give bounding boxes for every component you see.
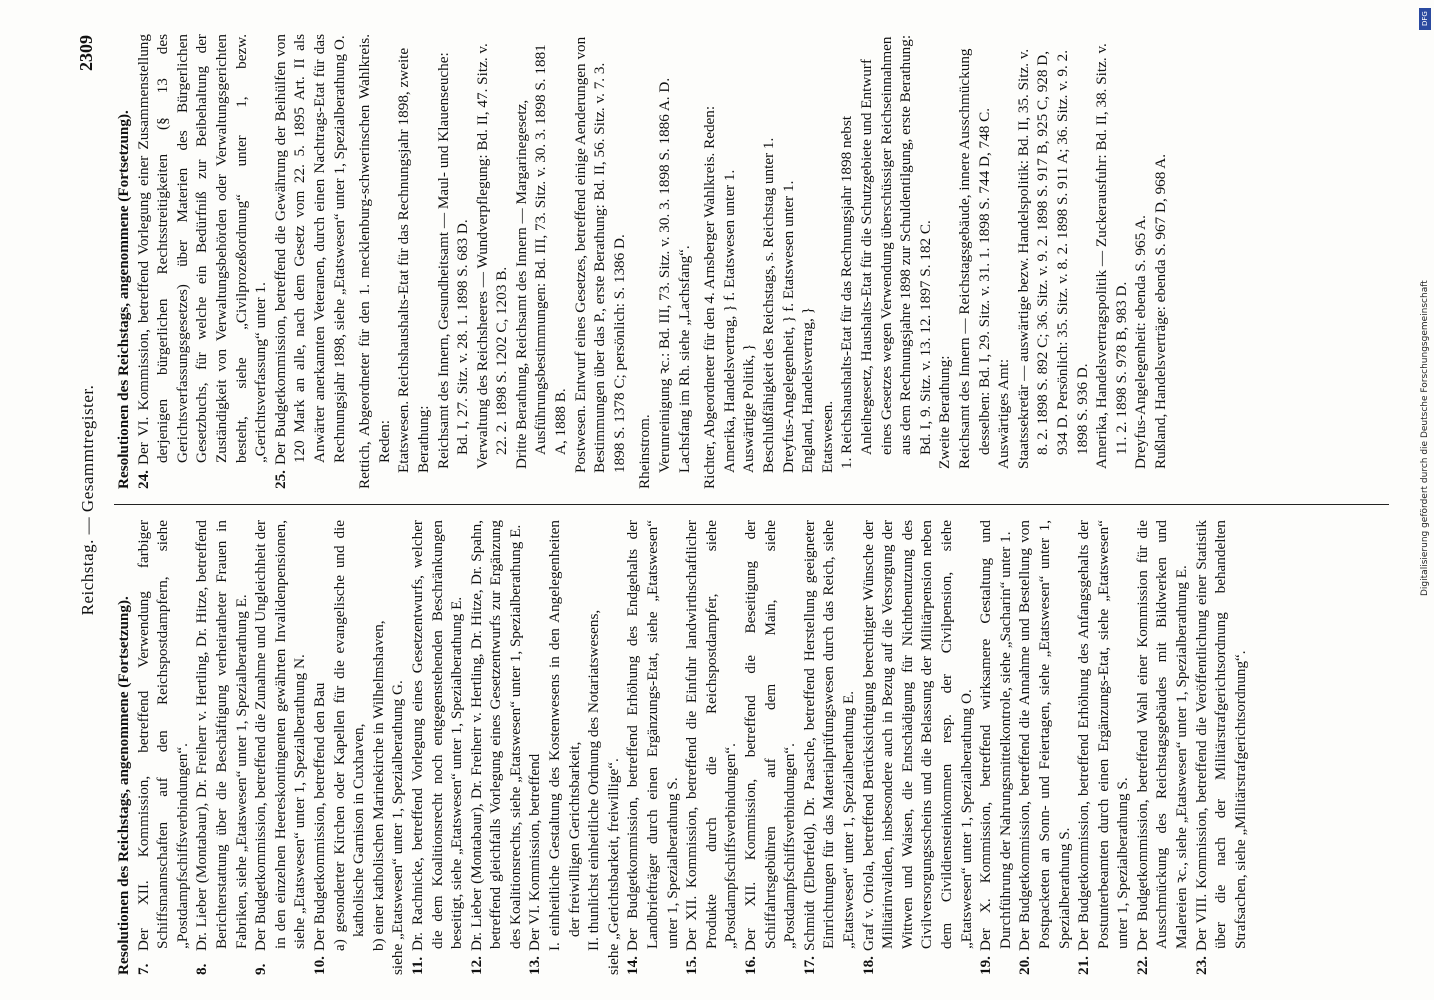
sub-entry: Postwesen. Entwurf eines Gesetzes, betreffend einige Aenderungen von Bestimmungen über das P., erste Berathung: Bd. II, 56. Sitz. v. 7. 3. 1898 S. 1378 C; persönlich: S. 1386 D.	[571, 36, 628, 473]
entry-number: 18.	[859, 956, 877, 975]
column-title: Resolutionen des Reichstags, angenommene (Fortsetzung).	[115, 110, 132, 489]
dfg-logo: DFG	[1419, 8, 1431, 30]
entry-number: 9.	[252, 963, 270, 975]
sub-entry: Lachsfang im Rh. siehe „Lachsfang“.	[675, 245, 693, 473]
entry-text: Der Budgetkommission, betreffend die Gewährung der Beihülfen von 120 Mark an alle, nach dem Gesetz vom 22. 5. 1895 Art. II als Anwärter anerkannten Veteranen, durch einen Nachtrags-Etat für das Rechnungsjahr 1898, siehe „Etatswesen“ unter 1, Spezialberathung O.	[271, 34, 348, 465]
keyword-entry: Richter, Abgeordneter für den 4. Arnsberger Wahlkreis. Reden:	[701, 105, 719, 489]
register-entry	[467, 520, 526, 975]
sub-entry: Amerika, Handelsvertrag, } f. Etatswesen unter 1.	[720, 169, 738, 473]
keyword-entry: Rheinstrom.	[636, 414, 654, 489]
entry-text: Der VIII. Kommission, betreffend die Veröffentlichung einer Statistik über die nach der Militärstrafgerichtsordnung behandelten Strafsachen, siehe „Militärstrafgerichtsordnung“.	[1192, 520, 1249, 951]
register-entry	[1074, 520, 1133, 975]
register-entry	[134, 34, 271, 489]
entry-number: 17.	[800, 956, 818, 975]
register-entry	[741, 520, 800, 975]
entry-text: Der XII. Kommission, betreffend Verwendung farbiger Schiffsmannschaften auf den Reichspostdampfern, siehe „Postdampfschiffsverbindungen“.	[134, 520, 191, 951]
header-title: Reichstag. — Gesammtregister.	[78, 384, 97, 616]
entry-text: Graf v. Oriola, betreffend Berücksichtigung berechtigter Wünsche der Militärinvaliden, insbesondere auch in Bezug auf die Versorgung der Wittwen und Waisen, die Entschädigung für Nichtbenutzung des Civilversorgungsscheins und die Belassung der Militärpension neben dem Civildiensteinkommen resp. der Civilpension, siehe „Etatswesen“ unter 1, Spezialberathung O.	[859, 520, 975, 951]
register-entry	[134, 520, 193, 975]
entry-number: 7.	[134, 963, 152, 975]
sub-entry: Staatssekretär — auswärtige bezw. Handelspolitik: Bd. II, 35. Sitz. v. 8. 2. 1898 S. 892 C; 36. Sitz. v. 9. 2. 1898 S. 917 B, 925 C, 928 D, 934 D. Persönlich: 35. Sitz. v. 8. 2. 1898 S. 911 A; 36. Sitz. v. 9. 2. 1898 S. 936 D.	[1014, 48, 1091, 469]
register-entry	[800, 520, 859, 975]
entry-text: Dr. Lieber (Montabaur), Dr. Freiherr v. Hertling, Dr. Hitze, betreffend Berichterstattung über die Beschäftigung verheiratheter Frauen in Fabriken, siehe „Etatswesen“ unter 1, Spezialberathung E.	[193, 520, 250, 951]
entry-text: Der XII. Kommission, betreffend die Einfuhr landwirthschaftlicher Produkte durch die Reichspostdampfer, siehe „Postdampfschiffsverbindungen“.	[683, 520, 740, 951]
sub-entry: Dreyfus-Angelegenheit: ebenda S. 965 A.	[1132, 215, 1150, 469]
sub-entry: 1. Reichshaushalts-Etat für das Rechnungsjahr 1898 nebst Anleihegesetz, Haushalts-Etat für die Schutzgebiete und Entwurf eines Gesetzes wegen Verwendung überschüssiger Reichseinnahmen aus dem Rechnungsjahre 1898 zur Schuldentilgung, erste Berathung: Bd. I, 9. Sitz. v. 13. 12. 1897 S. 182 C.	[838, 34, 934, 469]
register-entry	[976, 520, 1015, 975]
sub-entry: Verunreinigung ꝛc.: Bd. III, 73. Sitz. v. 30. 3. 1898 S. 1886 A. D.	[656, 77, 674, 473]
sub-entry: Dreyfus-Angelegenheit, } f. Etatswesen unter 1.	[779, 180, 797, 473]
entry-text: siehe „Etatswesen“ unter 1, Spezialberathung G.	[389, 680, 407, 975]
register-blocks	[355, 34, 1170, 489]
entry-text: Der Budgetkommission, betreffend Erhöhung des Endgehalts der Landbriefträger durch einen Ergänzungs-Etat, siehe „Etatswesen“ unter 1, Spezialberathung S.	[624, 520, 681, 951]
entry-text: Dr. Lieber (Montabaur), Dr. Freiherr v. Hertling, Dr. Hitze, Dr. Spahn, betreffend gleichfalls Vorlegung eines Gesetzentwurfs zur Ergänzung des Koalitionsrechts, siehe „Etatswesen“ unter 1, Spezialberathung E.	[467, 520, 524, 951]
entry-number: 8.	[193, 963, 211, 975]
entry-text: b) einer katholischen Marinekirche in Wilhelmshaven,	[369, 620, 387, 951]
left-column	[114, 520, 1394, 975]
register-entry	[1192, 520, 1251, 975]
sub-entry: Reichsamt des Innern — Reichstagsgebäude, innere Ausschmückung desselben: Bd. I, 29. Sitz. v. 31. 1. 1898 S. 744 D, 748 C.	[955, 48, 993, 469]
entry-number: 11.	[408, 956, 426, 975]
entry-number: 16.	[742, 956, 759, 975]
entry-text: Schmidt (Elberfeld), Dr. Paasche, betreffend Herstellung geeigneter Einrichtungen für das Materialprüfungswesen durch das Reich, siehe „Etatswesen“ unter 1, Spezialberathung E.	[800, 520, 857, 951]
page-number: 2309	[76, 35, 96, 71]
register-entry	[271, 34, 349, 489]
digitization-sidebar	[1418, 0, 1432, 1000]
funding-note: Digitalisierung gefördert durch die Deutsche Forschungsgemeinschaft	[1420, 280, 1430, 596]
register-entry	[859, 520, 977, 975]
register-entry	[388, 520, 408, 975]
entry-number: 12.	[467, 956, 485, 975]
keyword-entry: Rettich, Abgeordneter für den 1. mecklenburg-schwerinschen Wahlkreis. Reden:	[356, 34, 393, 489]
register-entry	[1133, 520, 1192, 975]
column-divider	[114, 504, 1389, 505]
entry-number: 25.	[271, 470, 289, 489]
register-entry	[330, 520, 369, 975]
entry-text: II. thunlichst einheitliche Ordnung des Notariatswesens,	[585, 609, 603, 951]
right-column	[114, 34, 1394, 489]
entry-text: siehe „Gerichtsbarkeit, freiwillige“.	[604, 758, 622, 975]
entry-text: Der VI. Kommission, betreffend	[526, 753, 544, 951]
entry-number: 24.	[134, 470, 152, 489]
register-entry	[623, 520, 682, 975]
sub-entry: Dritte Berathung, Reichsamt des Innern — Margarinegesetz, Ausführungsbestimmungen: Bd. III, 73. Sitz. v. 30. 3. 1898 S. 1881 A, 1888 B.	[512, 44, 570, 469]
register-entry	[604, 520, 624, 975]
register-entry	[682, 520, 741, 975]
register-entry	[192, 520, 251, 975]
register-block	[635, 34, 694, 489]
entry-text: Der Budgetkommission, betreffend die Annahme und Bestellung von Postpacketen an Sonn- und Feiertagen, siehe „Etatswesen“ unter 1, Spezialberathung S.	[1016, 520, 1073, 951]
entry-text: Der Budgetkommission, betreffend Erhöhung des Anfangsgehalts der Postunterbeamten durch einen Ergänzungs-Etat, siehe „Etatswesen“ unter 1, Spezialberathung S.	[1075, 520, 1132, 951]
entry-number: 15.	[683, 956, 701, 975]
entry-text: Der Budgetkommission, betreffend die Zunahme und Ungleichheit der in den einzelnen Heereskontingenten gewährten Invalidenpensionen, siehe „Etatswesen“ unter 1, Spezialberathung N.	[252, 520, 309, 951]
entry-list	[134, 520, 1251, 975]
register-entry	[369, 520, 389, 975]
entry-text: Der Budgetkommission, betreffend den Bau	[310, 682, 328, 951]
sub-entry: Verwaltung des Reichsheeres — Wundverpflegung: Bd. II, 47. Sitz. v. 22. 2. 1898 S. 1202 C, 1203 B.	[473, 43, 511, 469]
register-entry	[545, 520, 584, 975]
sub-entry: Beschlußfähigkeit des Reichstags, s. Reichstag unter 1.	[760, 137, 777, 473]
entry-text: I. einheitliche Gestaltung des Kostenwesens in den Angelegenheiten der freiwilligen Gerichtsbarkeit,	[546, 520, 583, 951]
register-entry	[584, 520, 604, 975]
register-block	[355, 34, 629, 489]
rotated-page-content	[70, 25, 1400, 975]
register-entry	[408, 520, 467, 975]
register-entry	[310, 520, 330, 975]
entry-number: 22.	[1133, 956, 1151, 975]
entry-number: 19.	[977, 956, 995, 975]
register-entry	[251, 520, 310, 975]
entry-list	[134, 34, 350, 489]
entry-text: a) gesonderter Kirchen oder Kapellen für die evangelische und die katholische Garnison in Cuxhaven,	[330, 520, 368, 951]
sub-entry: Rußland, Handelsverträge: ebenda S. 967 D, 968 A.	[1151, 153, 1169, 469]
running-header	[70, 25, 110, 975]
column-title: Resolutionen des Reichstags, angenommene (Fortsetzung).	[115, 596, 132, 975]
sub-entry: England, Handelsvertrag, }	[799, 307, 817, 473]
register-block	[700, 34, 1170, 489]
entry-text: Dr. Rachnicke, betreffend Vorlegung eines Gesetzentwurfs, welcher die dem Koalitionsrecht noch entgegenstehenden Beschränkungen beseitigt, siehe „Etatswesen“ unter 1, Spezialberathung E.	[408, 520, 466, 951]
register-entry	[525, 520, 545, 975]
sub-entry: Etatswesen. Reichshaushalts-Etat für das Rechnungsjahr 1898, zweite Berathung:	[395, 47, 432, 473]
sub-entry: Etatswesen.	[818, 400, 836, 473]
entry-text: Der X. Kommission, betreffend wirksamere Gestaltung und Durchführung der Nahrungsmittelkontrole, siehe „Sacharin“ unter 1.	[977, 520, 1014, 951]
sub-entry: Auswärtiges Amt:	[995, 358, 1013, 469]
entry-number: 23.	[1192, 956, 1210, 975]
entry-number: 14.	[624, 956, 642, 975]
entry-text: Der XII. Kommission, betreffend die Beseitigung der Schiffahrtsgebühren auf dem Main, siehe „Postdampfschiffsverbindungen“.	[742, 520, 799, 951]
entry-number: 10.	[310, 956, 328, 975]
sub-entry: Reichsamt des Innern, Gesundheitsamt — Maul- und Klauenseuche: Bd. I, 27. Sitz. v. 28. 1. 1898 S. 683 D.	[434, 52, 472, 469]
entry-text: Der VI. Kommission, betreffend Vorlegung einer Zusammenstellung derjenigen bürgerlichen Rechtsstreitigkeiten (§ 13 des Gerichtsverfassungsgesetzes) über Materien des Bürgerlichen Gesetzbuchs, für welche ein Bedürfniß zur Beibehaltung der Zuständigkeit von Verwaltungsbehörden oder Verwaltungsgerichten besteht, siehe „Civilprozeßordnung“ unter 1, bezw. „Gerichtsverfassung“ unter 1.	[134, 34, 270, 465]
entry-number: 13.	[526, 956, 544, 975]
entry-number: 21.	[1075, 956, 1093, 975]
entry-text: Der Budgetkommission, betreffend Wahl einer Kommission für die Ausschmückung des Reichstagsgebäudes mit Bildwerken und Malereien ꝛc., siehe „Etatswesen“ unter 1, Spezialberathung E.	[1133, 520, 1191, 951]
sub-entry: Amerika, Handelsvertragspolitik — Zuckerausfuhr: Bd. II, 38. Sitz. v. 11. 2. 1898 S. 978 B, 983 D.	[1093, 43, 1130, 469]
sub-entry: Auswärtige Politik, }	[740, 343, 758, 473]
entry-number: 20.	[1016, 956, 1034, 975]
sub-entry: Zweite Berathung:	[936, 355, 954, 469]
register-entry	[1015, 520, 1074, 975]
